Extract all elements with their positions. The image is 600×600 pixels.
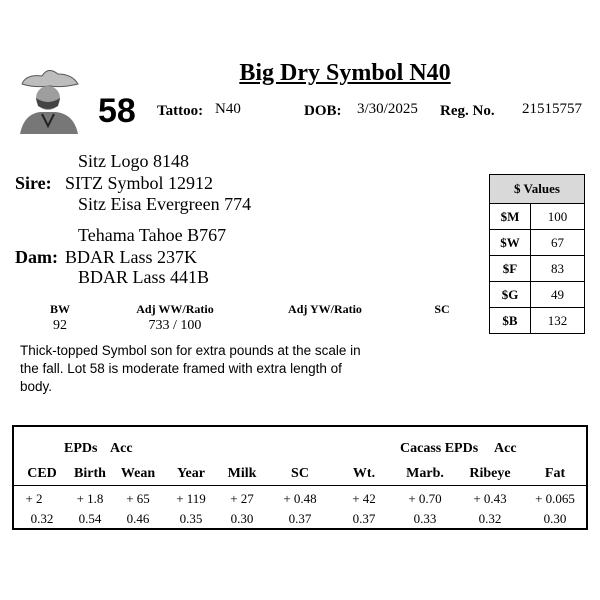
dollar-row (490, 204, 585, 230)
acc-value-sc: 0.37 (288, 511, 312, 526)
acc-value-birth: 0.54 (78, 511, 102, 526)
epd-value-ribeye: + 0.43 (473, 491, 507, 506)
epd-value-fat: + 0.065 (535, 491, 575, 506)
sire-sire: Sitz Logo 8148 (78, 151, 189, 171)
epd-divider (14, 485, 586, 486)
epd-col-fat: Fat (544, 466, 566, 481)
perf-header-sc: SC (434, 302, 450, 316)
sire-name: SITZ Symbol 12912 (65, 173, 214, 193)
acc-value-marb: 0.33 (413, 511, 437, 526)
dollar-value: 49 (531, 282, 585, 308)
dollar-key: $F (490, 256, 531, 282)
epd-col-wean: Wean (120, 466, 156, 481)
epd-value-sc: + 0.48 (283, 491, 317, 506)
dollar-row (490, 230, 585, 256)
epd-col-wt: Wt. (352, 466, 376, 481)
epd-col-marb: Marb. (406, 466, 444, 481)
carcass-group-label: Cacass EPDs (400, 441, 479, 456)
dam-sire: Tehama Tahoe B767 (78, 225, 227, 245)
epd-value-year: + 119 (176, 491, 206, 506)
epd-col-sc: SC (291, 466, 309, 481)
dollar-key: $G (490, 282, 531, 308)
acc-value-wt: 0.37 (352, 511, 376, 526)
epd-col-milk: Milk (227, 466, 257, 481)
epd-value-marb: + 0.70 (408, 491, 442, 506)
epd-value-birth: + 1.8 (76, 491, 104, 506)
acc-value-wean: 0.46 (126, 511, 150, 526)
dollar-key: $M (490, 204, 531, 230)
epd-col-birth: Birth (74, 466, 106, 481)
epd-col-ced: CED (27, 466, 57, 481)
page-title: Big Dry Symbol N40 (239, 60, 451, 86)
acc-value-ribeye: 0.32 (478, 511, 502, 526)
dob-label: DOB: (304, 103, 342, 119)
sire-dam: Sitz Eisa Evergreen 774 (78, 194, 252, 214)
perf-header-bw: BW (49, 302, 70, 316)
acc-value-year: 0.35 (179, 511, 203, 526)
dam-name: BDAR Lass 237K (65, 247, 198, 267)
epd-acc-label: Acc (110, 441, 133, 456)
tattoo-label: Tattoo: (157, 103, 204, 119)
dam-label: Dam: (15, 247, 58, 267)
reg-value: 21515757 (522, 101, 582, 117)
carcass-acc-label: Acc (494, 441, 517, 456)
epd-value-wt: + 42 (352, 491, 376, 506)
acc-value-milk: 0.30 (230, 511, 254, 526)
dollar-row (490, 308, 585, 334)
dollar-key: $W (490, 230, 531, 256)
epd-group-label: EPDs (64, 441, 98, 456)
epd-value-milk: + 27 (230, 491, 254, 506)
dollar-values-title: $ Values (490, 175, 585, 204)
dollar-value: 83 (531, 256, 585, 282)
dob-value: 3/30/2025 (357, 101, 418, 117)
acc-value-fat: 0.30 (543, 511, 567, 526)
lot-description: Thick-topped Symbol son for extra pounds at the scale in the fall. Lot 58 is moderate framed with extra length of body. (20, 343, 361, 394)
lot-number: 58 (98, 92, 136, 130)
dam-dam: BDAR Lass 441B (78, 267, 210, 287)
epd-value-wean: + 65 (126, 491, 150, 506)
tattoo-value: N40 (215, 101, 241, 117)
dollar-value: 100 (531, 204, 585, 230)
perf-value-bw: 92 (53, 318, 67, 333)
perf-header-yw: Adj YW/Ratio (288, 302, 362, 316)
perf-value-ww: 733 / 100 (148, 318, 202, 333)
reg-label: Reg. No. (440, 103, 495, 119)
acc-value-ced: 0.32 (30, 511, 54, 526)
dollar-value: 132 (531, 308, 585, 334)
sire-label: Sire: (15, 173, 52, 193)
epd-col-year: Year (177, 466, 205, 481)
dollar-row (490, 256, 585, 282)
dollar-row (490, 282, 585, 308)
dollar-value: 67 (531, 230, 585, 256)
epd-value-ced: + 2 (25, 491, 43, 506)
dollar-key: $B (490, 308, 531, 334)
perf-header-ww: Adj WW/Ratio (136, 302, 214, 316)
dollar-values-table (489, 174, 585, 334)
epd-col-ribeye: Ribeye (469, 466, 511, 481)
